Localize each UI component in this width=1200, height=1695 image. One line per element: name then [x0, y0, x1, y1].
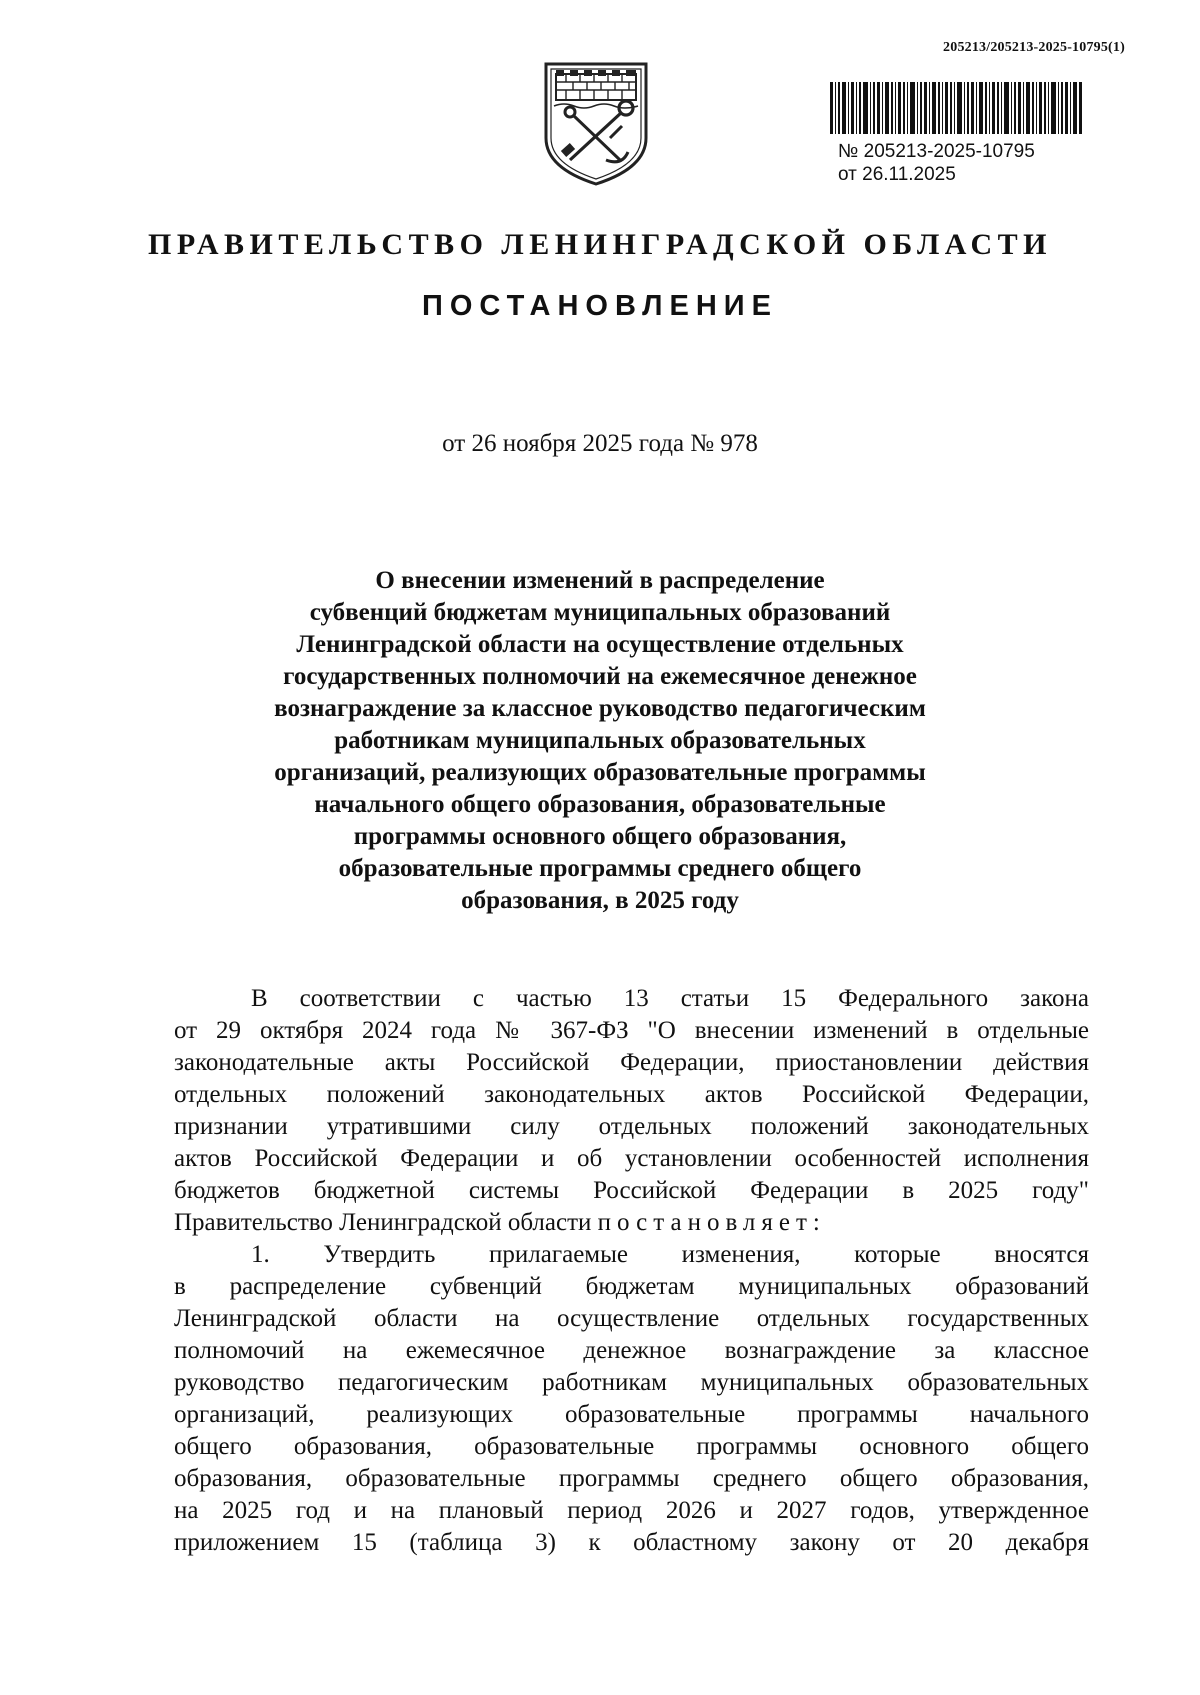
subject-line: начального общего образования, образовательные	[314, 791, 886, 818]
subject-line: работникам муниципальных образовательных	[334, 727, 866, 754]
subject-line: О внесении изменений в распределение	[375, 567, 825, 594]
subject-line: образовательные программы среднего общего	[338, 855, 862, 882]
subject-line: образования, в 2025 году	[461, 887, 739, 914]
body-line: 1. Утвердить прилагаемые изменения, которые вносятся	[251, 1241, 1089, 1268]
subject-line: Ленинградской области на осуществление отдельных	[296, 631, 904, 658]
body-line: приложением 15 (таблица 3) к областному закону от 20 декабря	[174, 1529, 1089, 1556]
leningrad-oblast-coat-of-arms-icon	[540, 60, 652, 188]
barcode-block	[830, 82, 1090, 186]
body-line: руководство педагогическим работникам муниципальных образовательных	[174, 1369, 1089, 1396]
body-line: общего образования, образовательные программы основного общего	[174, 1433, 1089, 1460]
resolution-verb: постановляет:	[597, 1209, 826, 1236]
body-line: законодательные акты Российской Федерации, приостановлении действия	[174, 1049, 1089, 1076]
resolution-subject: Правительство Ленинградской области	[174, 1209, 592, 1236]
barcode-icon	[830, 82, 1082, 134]
document-date-number: от 26 ноября 2025 года № 978	[442, 430, 758, 457]
body-line: признании утратившими силу отдельных положений законодательных	[174, 1113, 1089, 1140]
document-type-title: ПОСТАНОВЛЕНИЕ	[422, 290, 778, 322]
subject-line: вознаграждение за классное руководство педагогическим	[274, 695, 926, 722]
subject-line: организаций, реализующих образовательные программы	[274, 759, 926, 786]
document-reference: 205213/205213-2025-10795(1)	[943, 40, 1125, 55]
body-line: образования, образовательные программы среднего общего образования,	[174, 1465, 1089, 1492]
body-line: организаций, реализующих образовательные программы начального	[174, 1401, 1089, 1428]
body-line: Ленинградской области на осуществление отдельных государственных	[174, 1305, 1089, 1332]
subject-line: государственных полномочий на ежемесячное денежное	[283, 663, 917, 690]
document-subject	[200, 565, 1000, 917]
subject-line: программы основного общего образования,	[353, 823, 847, 850]
body-line: на 2025 год и на плановый период 2026 и 2027 годов, утвержденное	[174, 1497, 1089, 1524]
body-line: полномочий на ежемесячное денежное вознаграждение за классное	[174, 1337, 1089, 1364]
body-line: от 29 октября 2024 года № 367-ФЗ "О внесении изменений в отдельные	[174, 1017, 1089, 1044]
body-line: отдельных положений законодательных актов Российской Федерации,	[174, 1081, 1089, 1108]
document-body	[174, 983, 1089, 1559]
registration-number: № 205213-2025-10795	[838, 141, 1035, 162]
government-title: ПРАВИТЕЛЬСТВО ЛЕНИНГРАДСКОЙ ОБЛАСТИ	[148, 228, 1052, 261]
body-line-resolution	[174, 1207, 1089, 1239]
body-line: бюджетов бюджетной системы Российской Федерации в 2025 году"	[174, 1177, 1089, 1204]
subject-line: субвенций бюджетам муниципальных образований	[309, 599, 891, 626]
body-line: В соответствии с частью 13 статьи 15 Федерального закона	[251, 985, 1089, 1012]
body-line: в распределение субвенций бюджетам муниципальных образований	[174, 1273, 1089, 1300]
body-line: актов Российской Федерации и об установлении особенностей исполнения	[174, 1145, 1089, 1172]
registration-date: от 26.11.2025	[838, 164, 956, 185]
